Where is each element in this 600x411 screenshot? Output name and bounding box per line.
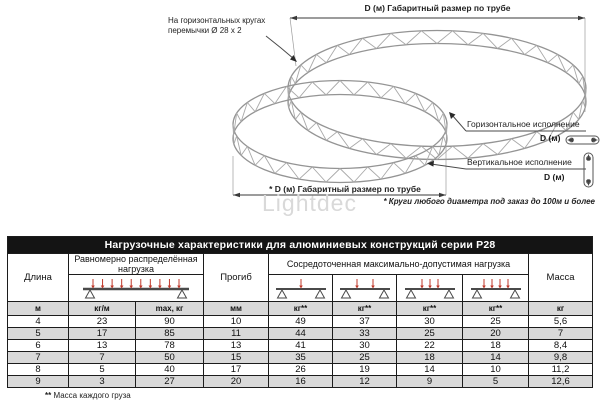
horizontal-truss-icon <box>566 136 599 144</box>
table-cell: 26 <box>269 364 332 375</box>
table-cell: 13 <box>204 340 268 351</box>
table-cell: 35 <box>269 352 332 363</box>
crossbar-callout <box>168 16 265 35</box>
truss-ring-bottom <box>233 81 447 183</box>
table-title: Нагрузочные характеристики для алюминиевых конструкций серии Р28 <box>8 237 592 253</box>
point-load-3-diagram <box>401 275 459 301</box>
table-cell: 18 <box>463 340 528 351</box>
unit-cell: кг** <box>463 302 528 315</box>
table-cell: 25 <box>397 328 462 339</box>
point-load-1-diagram <box>272 275 330 301</box>
bottom-dimension-label: * D (м) Габаритный размер по трубе <box>269 184 421 194</box>
table-cell: 40 <box>136 364 203 375</box>
table-cell: 30 <box>333 340 396 351</box>
table-cell: 27 <box>136 376 203 387</box>
table-cell: 44 <box>269 328 332 339</box>
table-cell: 10 <box>463 364 528 375</box>
table-footnote <box>45 391 131 400</box>
column-header-length: Длина <box>8 254 68 301</box>
footnote-text: Масса каждого груза <box>51 391 131 400</box>
unit-cell: м <box>8 302 68 315</box>
table-cell: 25 <box>333 352 396 363</box>
diameter-label-vertical: D (м) <box>544 172 565 182</box>
table-cell: 37 <box>333 316 396 327</box>
table-cell: 12 <box>333 376 396 387</box>
table-cell: 9,8 <box>529 352 592 363</box>
table-cell: 5 <box>463 376 528 387</box>
table-cell: 5 <box>8 328 68 339</box>
table-cell: 90 <box>136 316 203 327</box>
table-cell: 7 <box>69 352 135 363</box>
column-header-concentrated-load: Сосредоточенная максимально-допустимая нагрузка <box>269 254 528 274</box>
table-cell: 30 <box>397 316 462 327</box>
table-cell: 16 <box>269 376 332 387</box>
point-load-1-diagram-cell <box>269 275 332 301</box>
table-cell: 22 <box>397 340 462 351</box>
table-cell: 13 <box>69 340 135 351</box>
column-header-deflection: Прогиб <box>204 254 268 301</box>
table-cell: 14 <box>397 364 462 375</box>
footnote-mark: ** <box>45 391 52 400</box>
unit-cell: max, кг <box>136 302 203 315</box>
point-load-2-diagram-cell <box>333 275 396 301</box>
uniform-load-diagram <box>73 275 199 301</box>
point-load-4-diagram <box>467 275 525 301</box>
table-cell: 8,4 <box>529 340 592 351</box>
table-cell: 18 <box>397 352 462 363</box>
table-cell: 11,2 <box>529 364 592 375</box>
unit-cell: кг** <box>269 302 332 315</box>
table-cell: 20 <box>204 376 268 387</box>
unit-cell: кг** <box>397 302 462 315</box>
table-cell: 15 <box>204 352 268 363</box>
table-cell: 14 <box>463 352 528 363</box>
unit-cell: мм <box>204 302 268 315</box>
unit-cell: кг <box>529 302 592 315</box>
vertical-version-label: Вертикальное исполнение <box>467 157 572 167</box>
table-cell: 33 <box>333 328 396 339</box>
table-cell: 20 <box>463 328 528 339</box>
table-cell: 49 <box>269 316 332 327</box>
crossbar-callout-line1: На горизонтальных кругах <box>168 16 266 25</box>
table-cell: 19 <box>333 364 396 375</box>
horizontal-version-label: Горизонтальное исполнение <box>467 119 580 129</box>
table-cell: 5,6 <box>529 316 592 327</box>
table-cell: 23 <box>69 316 135 327</box>
table-cell: 5 <box>69 364 135 375</box>
vertical-truss-icon <box>584 153 593 187</box>
uniform-load-diagram-cell <box>69 275 203 301</box>
point-load-4-diagram-cell <box>463 275 528 301</box>
table-cell: 7 <box>8 352 68 363</box>
column-header-uniform-load: Равномерно распределённая нагрузка <box>69 254 203 274</box>
table-cell: 11 <box>204 328 268 339</box>
unit-cell: кг/м <box>69 302 135 315</box>
watermark-text: Lightdec <box>262 190 357 216</box>
custom-diameter-note: * Круги любого диаметра под заказ до 100м и более <box>383 197 595 206</box>
unit-cell: кг** <box>333 302 396 315</box>
table-cell: 17 <box>204 364 268 375</box>
table-cell: 4 <box>8 316 68 327</box>
diameter-label-horizontal: D (м) <box>540 133 561 143</box>
table-cell: 12,6 <box>529 376 592 387</box>
column-header-mass: Масса <box>529 254 592 301</box>
table-cell: 6 <box>8 340 68 351</box>
table-cell: 41 <box>269 340 332 351</box>
top-dimension-label: D (м) Габаритный размер по трубе <box>364 3 511 13</box>
table-cell: 78 <box>136 340 203 351</box>
point-load-3-diagram-cell <box>397 275 462 301</box>
table-cell: 85 <box>136 328 203 339</box>
load-characteristics-table <box>7 236 593 388</box>
table-cell: 9 <box>8 376 68 387</box>
table-cell: 9 <box>397 376 462 387</box>
table-cell: 7 <box>529 328 592 339</box>
table-cell: 3 <box>69 376 135 387</box>
point-load-2-diagram <box>336 275 394 301</box>
table-cell: 17 <box>69 328 135 339</box>
callout-leader-line <box>266 36 297 62</box>
table-cell: 10 <box>204 316 268 327</box>
table-cell: 8 <box>8 364 68 375</box>
crossbar-callout-line2: перемычки Ø 28 х 2 <box>168 25 242 35</box>
table-cell: 50 <box>136 352 203 363</box>
table-cell: 25 <box>463 316 528 327</box>
